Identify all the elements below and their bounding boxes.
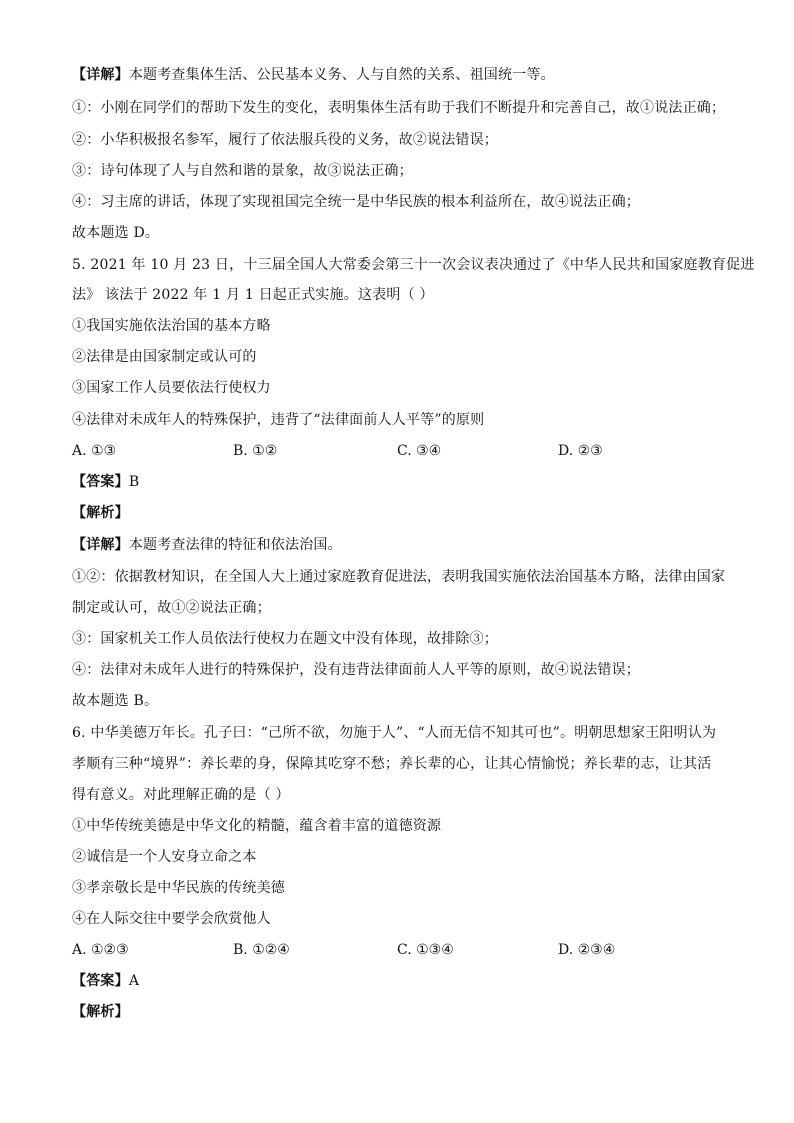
option-b: B. ①② [233,443,278,459]
answer-value: A [128,973,140,989]
answer-value: B [128,474,140,490]
explain-line: ④：习主席的讲话，体现了实现祖国完全统一是中华民族的根本利益所在，故④说法正确； [72,194,640,210]
explain-line: ④：法律对未成年人进行的特殊保护，没有违背法律面前人人平等的原则，故④说法错误； [72,662,640,678]
detail-text: 本题考查法律的特征和依法治国。 [128,537,342,553]
answer-tag: 【答案】 [72,973,129,989]
statement-item: ②诚信是一个人安身立命之本 [72,849,257,865]
statement-item: ②法律是由国家制定或认可的 [72,349,257,365]
question-6-stem-cont: 得有意义。对此理解正确的是（ ） [72,787,290,803]
detail-text: 本题考查集体生活、公民基本义务、人与自然的关系、祖国统一等。 [128,67,555,83]
detail-tag: 【详解】 [72,67,129,83]
conclusion-line: 故本题选 B。 [72,693,159,709]
statement-item: ③孝亲敬长是中华民族的传统美德 [72,880,285,896]
explain-line: ②：小华积极报名参军，履行了依法服兵役的义务，故②说法错误； [72,132,498,148]
conclusion-line: 故本题选 D。 [72,225,160,241]
question-6-stem-cont: 孝顺有三种“境界”：养长辈的身，保障其吃穿不愁；养长辈的心，让其心情愉悦；养长辈的志，让其活 [72,756,712,772]
explain-line: ③：国家机关工作人员依法行使权力在题文中没有体现，故排除③； [72,631,498,647]
answer-line [72,971,732,991]
detail-heading [72,65,732,85]
option-d: D. ②③④ [558,942,616,958]
answer-line [72,472,732,492]
statement-item: ③国家工作人员要依法行使权力 [72,380,271,396]
answer-tag: 【答案】 [72,474,129,490]
analysis-tag: 【解析】 [72,1004,129,1020]
option-c: C. ①③④ [397,942,454,958]
statement-item: ①中华传统美德是中华文化的精髓，蕴含着丰富的道德资源 [72,818,442,834]
explain-line: 制定或认可，故①②说法正确； [72,600,271,616]
statement-item: ④法律对未成年人的特殊保护，违背了“法律面前人人平等”的原则 [72,412,485,428]
option-b: B. ①②④ [233,942,290,958]
question-5-stem-cont: 法》 该法于 2022 年 1 月 1 日起正式实施。这表明（ ） [72,287,434,303]
option-c: C. ③④ [397,443,442,459]
option-a: A. ①③ [72,443,117,459]
analysis-tag: 【解析】 [72,505,129,521]
option-a: A. ①②③ [72,942,129,958]
explain-line: ①：小刚在同学们的帮助下发生的变化，表明集体生活有助于我们不断提升和完善自己，故①说法正确； [72,100,726,116]
statement-item: ④在人际交往中要学会欣赏他人 [72,911,271,927]
question-6-stem: 6. 中华美德万年长。孔子曰：“己所不欲，勿施于人”、“人而无信不知其可也”。明朝思想家王阳明认为 [72,725,717,741]
explain-line: ③：诗句体现了人与自然和谐的景象，故③说法正确； [72,163,413,179]
statement-item: ①我国实施依法治国的基本方略 [72,318,271,334]
question-5-stem: 5. 2021 年 10 月 23 日，十三届全国人大常委会第三十一次会议表决通过了《中华人民共和国家庭教育促进 [72,257,755,273]
explain-line: ①②：依据教材知识，在全国人大上通过家庭教育促进法，表明我国实施依法治国基本方略，法律由国家 [72,569,726,585]
option-d: D. ②③ [558,443,603,459]
detail-heading [72,535,732,555]
detail-tag: 【详解】 [72,537,129,553]
